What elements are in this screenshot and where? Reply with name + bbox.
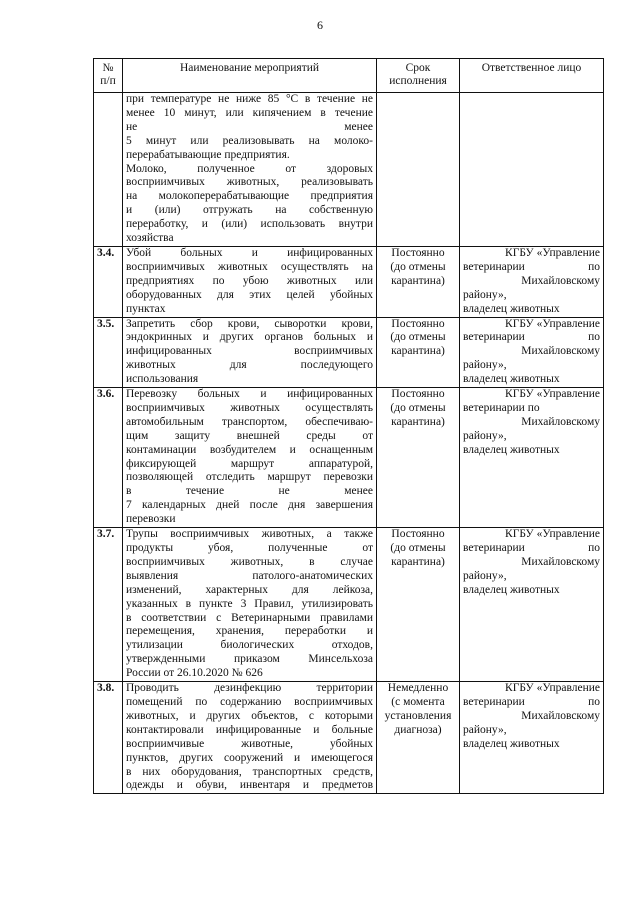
term-line: Постоянно [391,388,445,401]
row-name [123,317,377,388]
row-responsible [460,93,604,247]
text-line [126,121,373,135]
responsible-line: ветеринарии по [463,401,540,414]
term-line: карантина) [391,415,445,428]
header-term: Срок исполнения [377,59,460,93]
responsible-line: КГБУ «Управление [505,388,600,401]
text-line: восприимчивых животных, в случае [126,555,373,568]
responsible-line: Михайловскому [521,274,600,287]
text-line: инфицированных восприимчивых [126,345,373,358]
text-line: изменений, характерных для лейкоза, [126,583,373,596]
text-line: утилизации биологических отходов, [126,639,373,652]
row-responsible [460,246,604,317]
responsible-line: району», [463,288,507,301]
text-line: помещений по содержанию восприимчивых [126,695,373,708]
row-responsible [460,388,604,528]
term-line: (с момента [391,695,445,708]
text-line: переработку, и (или) использовать внутри [126,218,373,231]
term-line: Постоянно [391,528,445,541]
row-responsible [460,528,604,682]
row-responsible [460,682,604,794]
text-line: перемещения, хранения, переработки и [126,625,373,638]
responsible-line: району», [463,359,507,372]
text-line: менее 10 минут, или кипячением в течение [126,106,373,119]
text-line: перевозки [126,513,176,526]
responsible-line: ветеринарии по [463,542,600,554]
responsible-line: району», [463,569,507,582]
row-term [377,246,460,317]
row-term [377,682,460,794]
text-line: Молоко, полученное от здоровых [126,162,373,175]
header-name: Наименование мероприятий [123,59,377,93]
text-line: в соответствии с Ветеринарными правилами [126,611,373,624]
responsible-line: владелец животных [463,302,560,315]
text-line: оборудованных для этих целей убойных [126,288,373,301]
term-line: (до отмены [390,542,446,554]
row-name [123,93,377,247]
responsible-line: Михайловскому [521,345,600,358]
text-line: восприимчивых животных осуществлять на [126,260,373,273]
term-line: (до отмены [390,331,446,344]
term-line: Постоянно [391,317,445,330]
responsible-line: ветеринарии по [463,260,600,273]
responsible-line: владелец животных [463,443,560,456]
text-line: при температуре не ниже 85 °С в течение не [126,93,373,105]
table-row [94,388,604,528]
text-line: эндокринных и других органов больных и [126,331,373,344]
text-word: не [126,120,138,133]
responsible-line: Михайловскому [521,555,600,568]
table-row [94,682,604,794]
text-line: Трупы восприимчивых животных, а также [126,528,373,541]
text-line: одежды и обуви, инвентаря и предметов [126,779,373,792]
text-line: использования [126,373,199,386]
text-line: Запретить сбор крови, сыворотки крови, [126,317,373,330]
text-line: продукты убоя, полученные от [126,542,373,554]
row-num: 3.6. [94,388,123,528]
term-line: карантина) [391,345,445,358]
text-line: 5 минут или реализовывать на молоко- [126,134,373,147]
table-row [94,317,604,388]
responsible-line: Михайловскому [521,709,600,722]
text-line: в течение не менее [126,485,373,498]
page-number: 6 [317,18,323,32]
row-num: 3.8. [94,682,123,794]
text-line: щим защиту внешней среды от [126,429,373,442]
measures-table [93,58,604,794]
text-line: контаминации возбудителем и оснащенным [126,443,373,456]
responsible-line: КГБУ «Управление [505,528,600,541]
responsible-line: владелец животных [463,737,560,750]
responsible-line: ветеринарии по [463,331,600,344]
header-num: № п/п [94,59,123,93]
table-row [94,246,604,317]
row-name [123,682,377,794]
text-line: пунктов, других сооружений и имеющегося [126,751,373,764]
term-line: (до отмены [390,260,446,273]
responsible-line: Михайловскому [521,415,600,428]
responsible-line: КГБУ «Управление [505,682,600,695]
row-term [377,528,460,682]
text-line: фиксирующей маршрут аппаратурой, [126,457,373,470]
responsible-line: району», [463,429,507,442]
responsible-line: владелец животных [463,583,560,596]
term-line: диагноза) [394,723,442,736]
row-term [377,317,460,388]
responsible-line: КГБУ «Управление [505,317,600,330]
responsible-line: владелец животных [463,373,560,386]
table-header-row [94,59,604,93]
text-line: в них оборудования, транспортных средств, [126,765,373,778]
text-line: перерабатывающие предприятия. [126,148,290,161]
row-name [123,388,377,528]
text-line: Убой больных и инфицированных [126,246,373,259]
responsible-line: КГБУ «Управление [505,246,600,259]
term-line: установления [384,709,452,722]
text-line: восприимчивых животных осуществлять [126,401,373,414]
text-line: пунктах [126,302,166,315]
term-line: карантина) [391,274,445,287]
text-line: животных, и других объектов, с которыми [126,709,373,722]
table-row [94,528,604,682]
text-line: утвержденными приказом Минсельхоза [126,653,373,666]
row-num: 3.4. [94,246,123,317]
text-line: хозяйства [126,232,174,245]
row-term [377,93,460,247]
term-line: Немедленно [387,682,449,695]
text-line: предприятиях по убою животных или [126,274,373,287]
text-line: Проводить дезинфекцию территории [126,682,373,695]
term-line: карантина) [391,555,445,568]
text-line: на молокоперерабатывающие предприятия [126,190,373,203]
table-row-continuation [94,93,604,247]
text-line: животных для последующего [126,359,373,372]
term-line: (до отмены [390,401,446,414]
row-name [123,246,377,317]
responsible-line: району», [463,723,507,736]
text-line: и (или) отгружать на собственную [126,204,373,217]
responsible-line: ветеринарии по [463,695,600,708]
row-num [94,93,123,247]
text-line: 7 календарных дней после дня завершения [126,499,373,512]
row-name [123,528,377,682]
row-num: 3.7. [94,528,123,682]
text-line: контактировали инфицированные и больные [126,723,373,736]
header-responsible: Ответственное лицо [460,59,604,93]
text-line: России от 26.10.2020 № 626 [126,667,263,680]
row-term [377,388,460,528]
text-line: Перевозку больных и инфицированных [126,388,373,401]
text-line: восприимчивые животные, убойных [126,737,373,750]
text-line: автомобильным транспортом, обеспечиваю- [126,415,373,428]
text-line: позволяющей отследить маршрут перевозки [126,471,373,484]
term-line: Постоянно [391,246,445,259]
row-responsible [460,317,604,388]
text-line: восприимчивых животных, реализовывать [126,176,373,189]
text-line: выявления патолого-анатомических [126,569,373,582]
row-num: 3.5. [94,317,123,388]
text-word: менее [344,120,373,133]
text-line: указанных в пункте 3 Правил, утилизировать [126,597,373,610]
